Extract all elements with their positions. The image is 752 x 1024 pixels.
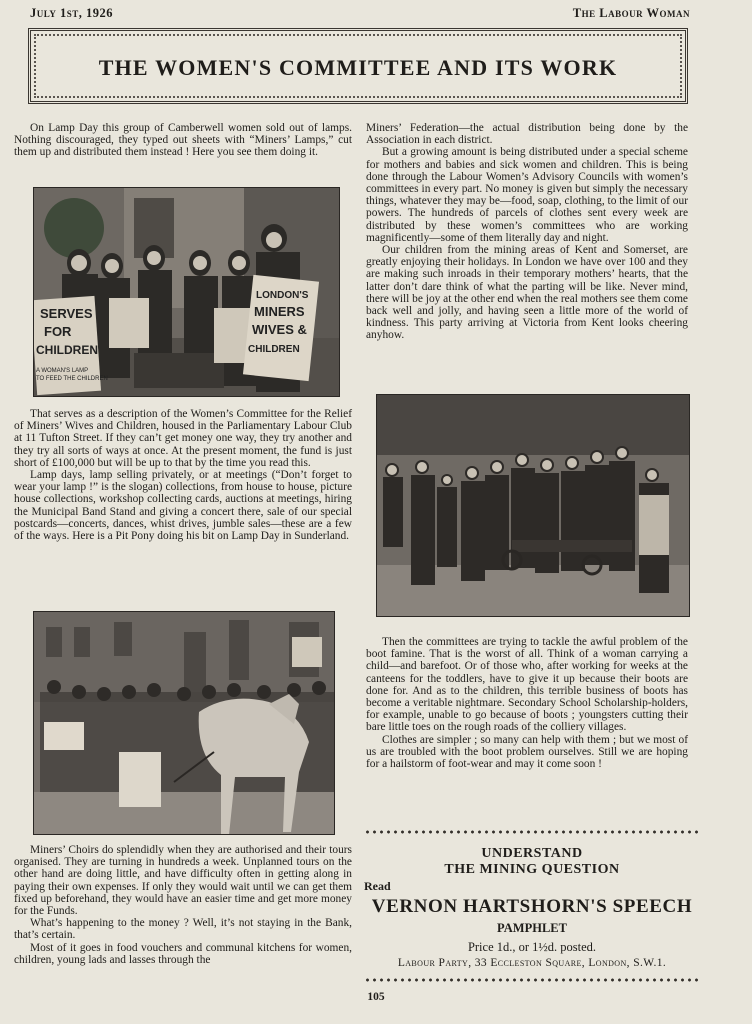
right-lower-text: [366, 636, 688, 770]
banner-text-feed: TO FEED THE CHILDREN: [36, 376, 108, 382]
title-banner: [28, 28, 688, 104]
advert-address: Labour Party, 33 Eccleston Square, London, S.W.1.: [397, 957, 667, 969]
paragraph: On Lamp Day this group of Camberwell women sold out of lamps. Nothing discouraged, they typed out sheets with “Miners’ Lamps,” cut them up and distributed them instead ! Here you see them doing it.: [14, 122, 352, 159]
advert-line-mining-question: THE MINING QUESTION: [444, 862, 620, 877]
banner-text-for: FOR: [44, 324, 72, 339]
paragraph: Clothes are simpler ; so many can help with them ; but we most of us are troubled with the boot problem ourselves. Still we are hoping for a hailstorm of foot-wear and may it come soon !: [366, 733, 688, 771]
photo-camberwell-women-image: [34, 188, 339, 396]
paragraph: Lamp days, lamp selling privately, or at meetings (“Don’t forget to wear your lamp !” is the slogan) collections, from house to house, picture house collections, workshop collecting cards, auctions at meetings, hiring the Municipal Band Stand and giving a concert there, sale of our special postcards—concerts, dances, whist drives, jumble sales—these are a few of the ways. Here is a Pit Pony doing his bit on Lamp Day in Sunderland.: [14, 469, 352, 543]
advert-bottom-border: [364, 976, 700, 984]
advert-line-understand: UNDERSTAND: [481, 846, 583, 861]
paragraph: Our children from the mining areas of Kent and Somerset, are greatly enjoying their holidays. In London we have over 100 and they are making such inroads in their temporary mothers’ hearts, that the latter don’t dare think of what the parting will be like. Never mind, there will be joy at the other end when the real mothers see them come back well and jolly, and having seen a little more of the world of kindness. This party arriving at Victoria from Kent looks cheering anyhow.: [366, 244, 688, 342]
advert-read: Read: [364, 879, 391, 893]
photo-camberwell-women: [33, 187, 340, 397]
page-number: 105: [367, 991, 385, 1003]
banner-text-miners: MINERS: [254, 304, 305, 319]
banner-text-serves: SERVES: [40, 306, 93, 321]
right-top-text: [366, 122, 688, 342]
banner-text-lamp: A WOMAN'S LAMP: [36, 368, 89, 374]
issue-date: July 1st, 1926: [30, 6, 114, 20]
paragraph: What’s happening to the money ? Well, it’s not staying in the Bank, that’s certain.: [14, 917, 352, 942]
left-bottom-text: [14, 844, 352, 966]
photo-children-victoria-image: [377, 395, 689, 616]
advert-price: Price 1d., or 1½d. posted.: [467, 940, 597, 954]
banner-text-wives: WIVES &: [252, 322, 307, 337]
photo-pit-pony-image: [34, 612, 334, 834]
article-title: THE WOMEN'S COMMITTEE AND ITS WORK: [98, 55, 618, 80]
paragraph: Miners’ Choirs do splendidly when they are authorised and their tours organised. They are turning in hundreds a week. Unplanned tours on the other hand are doing little, and have difficulty often in getting along in paying their own expenses. If only they would wait until we can get them fixed up beforehand, they would have an easier time and get more money for the Funds.: [14, 844, 352, 918]
banner-text-children-2: CHILDREN: [248, 344, 300, 355]
advert-headline: VERNON HARTSHORN'S SPEECH: [371, 896, 693, 917]
banner-text-children: CHILDREN: [36, 343, 98, 357]
paragraph: Miners’ Federation—the actual distribution being done by the Association in each district.: [366, 122, 688, 147]
paragraph: Then the committees are trying to tackle the awful problem of the boot famine. That is the worst of all. Think of a woman carrying a child—and barefoot. Or of those who, after working for weeks at the canteens for the toddlers, have to give it up because their boots are done for. And as to the children, this terrible business of boots has become a veritable nightmare. Secondary School Scholarship-holders, for example, unable to go because of boots ; youngsters cutting their bare little toes on the rough roads of the colliery villages.: [366, 636, 688, 734]
paragraph: That serves as a description of the Women’s Committee for the Relief of Miners’ Wives and Children, housed in the Parliamentary Labour Club at 11 Tufton Street. If they can’t get money one way, they try another and they try all sorts of ways at once. At the present moment, the fund is just short of £100,000 but will be up to that by the time you read this.: [14, 408, 352, 469]
advert-top-border: [364, 828, 700, 836]
left-intro-text: [14, 122, 352, 159]
banner-text-londons: LONDON'S: [256, 290, 309, 301]
left-middle-text: [14, 408, 352, 542]
advert-pamphlet: PAMPHLET: [497, 921, 567, 935]
photo-pit-pony: [33, 611, 335, 835]
paragraph: Most of it goes in food vouchers and communal kitchens for women, children, young lads and lasses through the: [14, 941, 352, 966]
publication-name: The Labour Woman: [572, 6, 690, 20]
paragraph: But a growing amount is being distributed under a special scheme for mothers and babies and sick women and children. This is being done through the Labour Women’s Advisory Councils with women’s committees in every part. No money is given but simply the necessary things, whatever they may be—food, soap, clothing, to the limit of our powers. The hundreds of parcels of clothes sent every week are distributed by these women’s committees who are working magnificently—some of them literally day and night.: [366, 146, 688, 244]
photo-children-victoria: [376, 394, 690, 617]
